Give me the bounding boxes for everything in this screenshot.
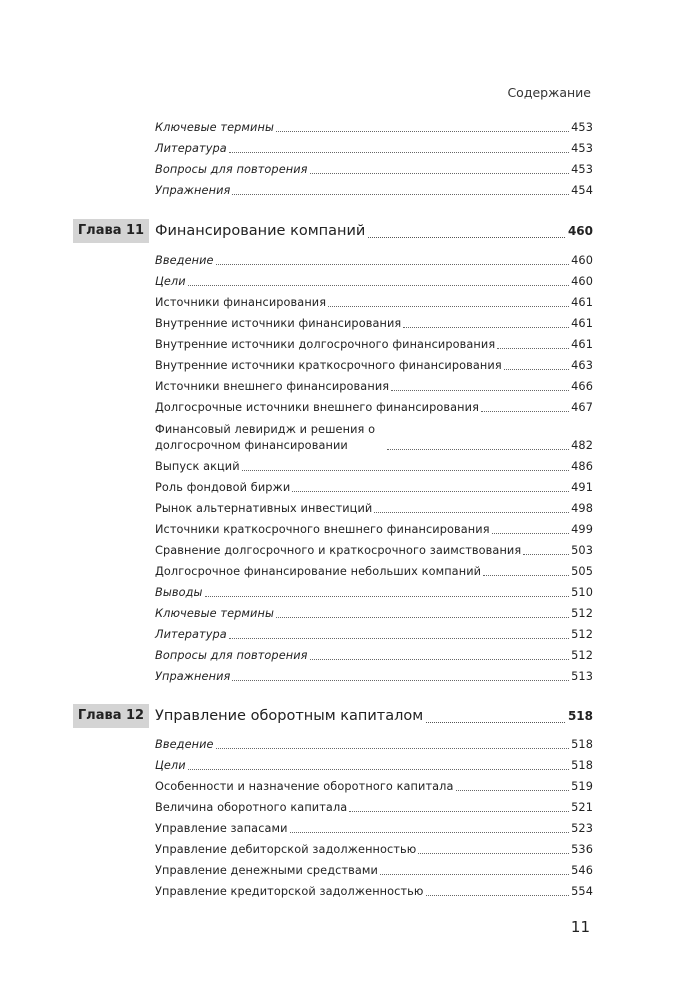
toc-entry[interactable] bbox=[155, 818, 593, 839]
toc-entry[interactable] bbox=[155, 271, 593, 292]
leader-dots bbox=[380, 874, 569, 875]
chapter-page: 518 bbox=[567, 709, 593, 723]
toc-entry[interactable] bbox=[155, 797, 593, 818]
chapter-label: Глава 11 bbox=[73, 219, 149, 243]
toc-entry[interactable] bbox=[155, 498, 593, 519]
toc-entry[interactable] bbox=[155, 180, 593, 201]
toc-entry[interactable] bbox=[155, 477, 593, 498]
leader-dots bbox=[290, 832, 570, 833]
chapter-label: Глава 12 bbox=[73, 704, 149, 728]
entry-page: 521 bbox=[571, 801, 593, 814]
entry-title: Долгосрочные источники внешнего финансирования bbox=[155, 401, 479, 414]
entry-page: 453 bbox=[571, 121, 593, 134]
entry-page: 463 bbox=[571, 359, 593, 372]
toc-entry[interactable] bbox=[155, 881, 593, 902]
leader-dots bbox=[328, 306, 569, 307]
toc-entry[interactable] bbox=[155, 418, 593, 456]
entry-title: Внутренние источники финансирования bbox=[155, 317, 402, 330]
leader-dots bbox=[188, 769, 569, 770]
entry-page: 523 bbox=[571, 822, 593, 835]
leader-dots bbox=[497, 348, 569, 349]
entry-title: Источники финансирования bbox=[155, 296, 327, 309]
entry-title: Внутренние источники краткосрочного финансирования bbox=[155, 359, 502, 372]
toc-entry[interactable] bbox=[155, 397, 593, 418]
entry-title: Управление денежными средствами bbox=[155, 864, 378, 877]
entry-title: Источники краткосрочного внешнего финансирования bbox=[155, 523, 490, 536]
leader-dots bbox=[216, 264, 570, 265]
leader-dots bbox=[481, 411, 569, 412]
entry-page: 503 bbox=[571, 544, 593, 557]
chapter-11-heading[interactable] bbox=[73, 219, 593, 243]
leader-dots bbox=[349, 811, 569, 812]
entry-title: Вопросы для повторения bbox=[155, 649, 308, 662]
entry-page: 467 bbox=[571, 401, 593, 414]
toc-entry[interactable] bbox=[155, 376, 593, 397]
toc-entry[interactable] bbox=[155, 561, 593, 582]
toc-entry[interactable] bbox=[155, 313, 593, 334]
toc-entry[interactable] bbox=[155, 250, 593, 271]
chapter-12-heading[interactable] bbox=[73, 704, 593, 728]
chapter-12-entries bbox=[155, 734, 593, 902]
leader-dots bbox=[188, 285, 569, 286]
leader-dots bbox=[205, 596, 570, 597]
entry-page: 554 bbox=[571, 885, 593, 898]
entry-page: 461 bbox=[571, 338, 593, 351]
toc-entry[interactable] bbox=[155, 666, 593, 687]
entry-page: 513 bbox=[571, 670, 593, 683]
leader-dots bbox=[276, 617, 569, 618]
top-entries bbox=[155, 117, 593, 201]
leader-dots bbox=[374, 512, 569, 513]
entry-page: 498 bbox=[571, 502, 593, 515]
toc-entry[interactable] bbox=[155, 138, 593, 159]
entry-page: 505 bbox=[571, 565, 593, 578]
leader-dots bbox=[403, 327, 569, 328]
leader-dots bbox=[310, 659, 570, 660]
entry-page: 460 bbox=[571, 254, 593, 267]
entry-title: Управление кредиторской задолженностью bbox=[155, 885, 424, 898]
leader-dots bbox=[523, 554, 569, 555]
leader-dots bbox=[387, 449, 569, 450]
entry-page: 536 bbox=[571, 843, 593, 856]
toc-entry[interactable] bbox=[155, 734, 593, 755]
leader-dots bbox=[276, 131, 569, 132]
entry-page: 461 bbox=[571, 317, 593, 330]
chapter-title: Управление оборотным капиталом bbox=[155, 708, 424, 724]
toc-entry[interactable] bbox=[155, 839, 593, 860]
leader-dots bbox=[216, 748, 570, 749]
chapter-page: 460 bbox=[567, 224, 593, 238]
toc-entry[interactable] bbox=[155, 159, 593, 180]
toc-entry[interactable] bbox=[155, 456, 593, 477]
entry-page: 512 bbox=[571, 607, 593, 620]
leader-dots bbox=[232, 680, 569, 681]
entry-title: Выпуск акций bbox=[155, 460, 240, 473]
toc-entry[interactable] bbox=[155, 645, 593, 666]
entry-title: Управление запасами bbox=[155, 822, 288, 835]
entry-title: Величина оборотного капитала bbox=[155, 801, 348, 814]
entry-page: 482 bbox=[571, 439, 593, 452]
leader-dots bbox=[426, 722, 565, 723]
entry-title: Упражнения bbox=[155, 184, 231, 197]
leader-dots bbox=[368, 237, 565, 238]
entry-title: Цели bbox=[155, 759, 186, 772]
entry-title: Литература bbox=[155, 142, 227, 155]
toc-entry[interactable] bbox=[155, 292, 593, 313]
leader-dots bbox=[310, 173, 570, 174]
toc-entry[interactable] bbox=[155, 334, 593, 355]
toc-entry[interactable] bbox=[155, 603, 593, 624]
leader-dots bbox=[492, 533, 570, 534]
toc-entry[interactable] bbox=[155, 776, 593, 797]
entry-page: 460 bbox=[571, 275, 593, 288]
leader-dots bbox=[391, 390, 569, 391]
toc-entry[interactable] bbox=[155, 624, 593, 645]
leader-dots bbox=[292, 491, 569, 492]
entry-title: Внутренние источники долгосрочного финансирования bbox=[155, 338, 496, 351]
leader-dots bbox=[418, 853, 569, 854]
entry-page: 518 bbox=[571, 738, 593, 751]
toc-entry[interactable] bbox=[155, 519, 593, 540]
entry-title: Управление дебиторской задолженностью bbox=[155, 843, 417, 856]
chapter-11-entries bbox=[155, 250, 593, 687]
entry-page: 499 bbox=[571, 523, 593, 536]
entry-page: 510 bbox=[571, 586, 593, 599]
entry-page: 546 bbox=[571, 864, 593, 877]
toc-entry[interactable] bbox=[155, 755, 593, 776]
entry-title: Особенности и назначение оборотного капитала bbox=[155, 780, 454, 793]
entry-title: Долгосрочное финансирование небольших компаний bbox=[155, 565, 482, 578]
entry-title: Роль фондовой биржи bbox=[155, 481, 291, 494]
entry-page: 453 bbox=[571, 142, 593, 155]
toc-entry[interactable] bbox=[155, 117, 593, 138]
running-header: Содержание bbox=[507, 85, 591, 100]
leader-dots bbox=[483, 575, 569, 576]
entry-title: Рынок альтернативных инвестиций bbox=[155, 502, 373, 515]
entry-title: Введение bbox=[155, 254, 214, 267]
entry-title: Ключевые термины bbox=[155, 121, 274, 134]
entry-title: Сравнение долгосрочного и краткосрочного заимствования bbox=[155, 544, 522, 557]
page-number: 11 bbox=[570, 918, 590, 936]
toc-entry[interactable] bbox=[155, 860, 593, 881]
chapter-title: Финансирование компаний bbox=[155, 223, 366, 239]
toc-entry[interactable] bbox=[155, 355, 593, 376]
entry-page: 512 bbox=[571, 628, 593, 641]
leader-dots bbox=[232, 194, 569, 195]
leader-dots bbox=[456, 790, 570, 791]
entry-page: 453 bbox=[571, 163, 593, 176]
entry-page: 466 bbox=[571, 380, 593, 393]
entry-title: Литература bbox=[155, 628, 227, 641]
entry-page: 491 bbox=[571, 481, 593, 494]
entry-page: 519 bbox=[571, 780, 593, 793]
entry-page: 518 bbox=[571, 759, 593, 772]
entry-title: Источники внешнего финансирования bbox=[155, 380, 390, 393]
entry-page: 512 bbox=[571, 649, 593, 662]
entry-title: Вопросы для повторения bbox=[155, 163, 308, 176]
entry-title: Введение bbox=[155, 738, 214, 751]
toc-entry[interactable] bbox=[155, 582, 593, 603]
entry-title: Ключевые термины bbox=[155, 607, 274, 620]
entry-title: Выводы bbox=[155, 586, 203, 599]
leader-dots bbox=[229, 152, 569, 153]
leader-dots bbox=[504, 369, 569, 370]
entry-title: Финансовый левиридж и решения о долгосрочном финансировании bbox=[155, 423, 376, 452]
entry-page: 454 bbox=[571, 184, 593, 197]
entry-title: Цели bbox=[155, 275, 186, 288]
entry-page: 461 bbox=[571, 296, 593, 309]
toc-entry[interactable] bbox=[155, 540, 593, 561]
leader-dots bbox=[242, 470, 569, 471]
entry-title: Упражнения bbox=[155, 670, 231, 683]
leader-dots bbox=[229, 638, 569, 639]
entry-page: 486 bbox=[571, 460, 593, 473]
leader-dots bbox=[426, 895, 570, 896]
